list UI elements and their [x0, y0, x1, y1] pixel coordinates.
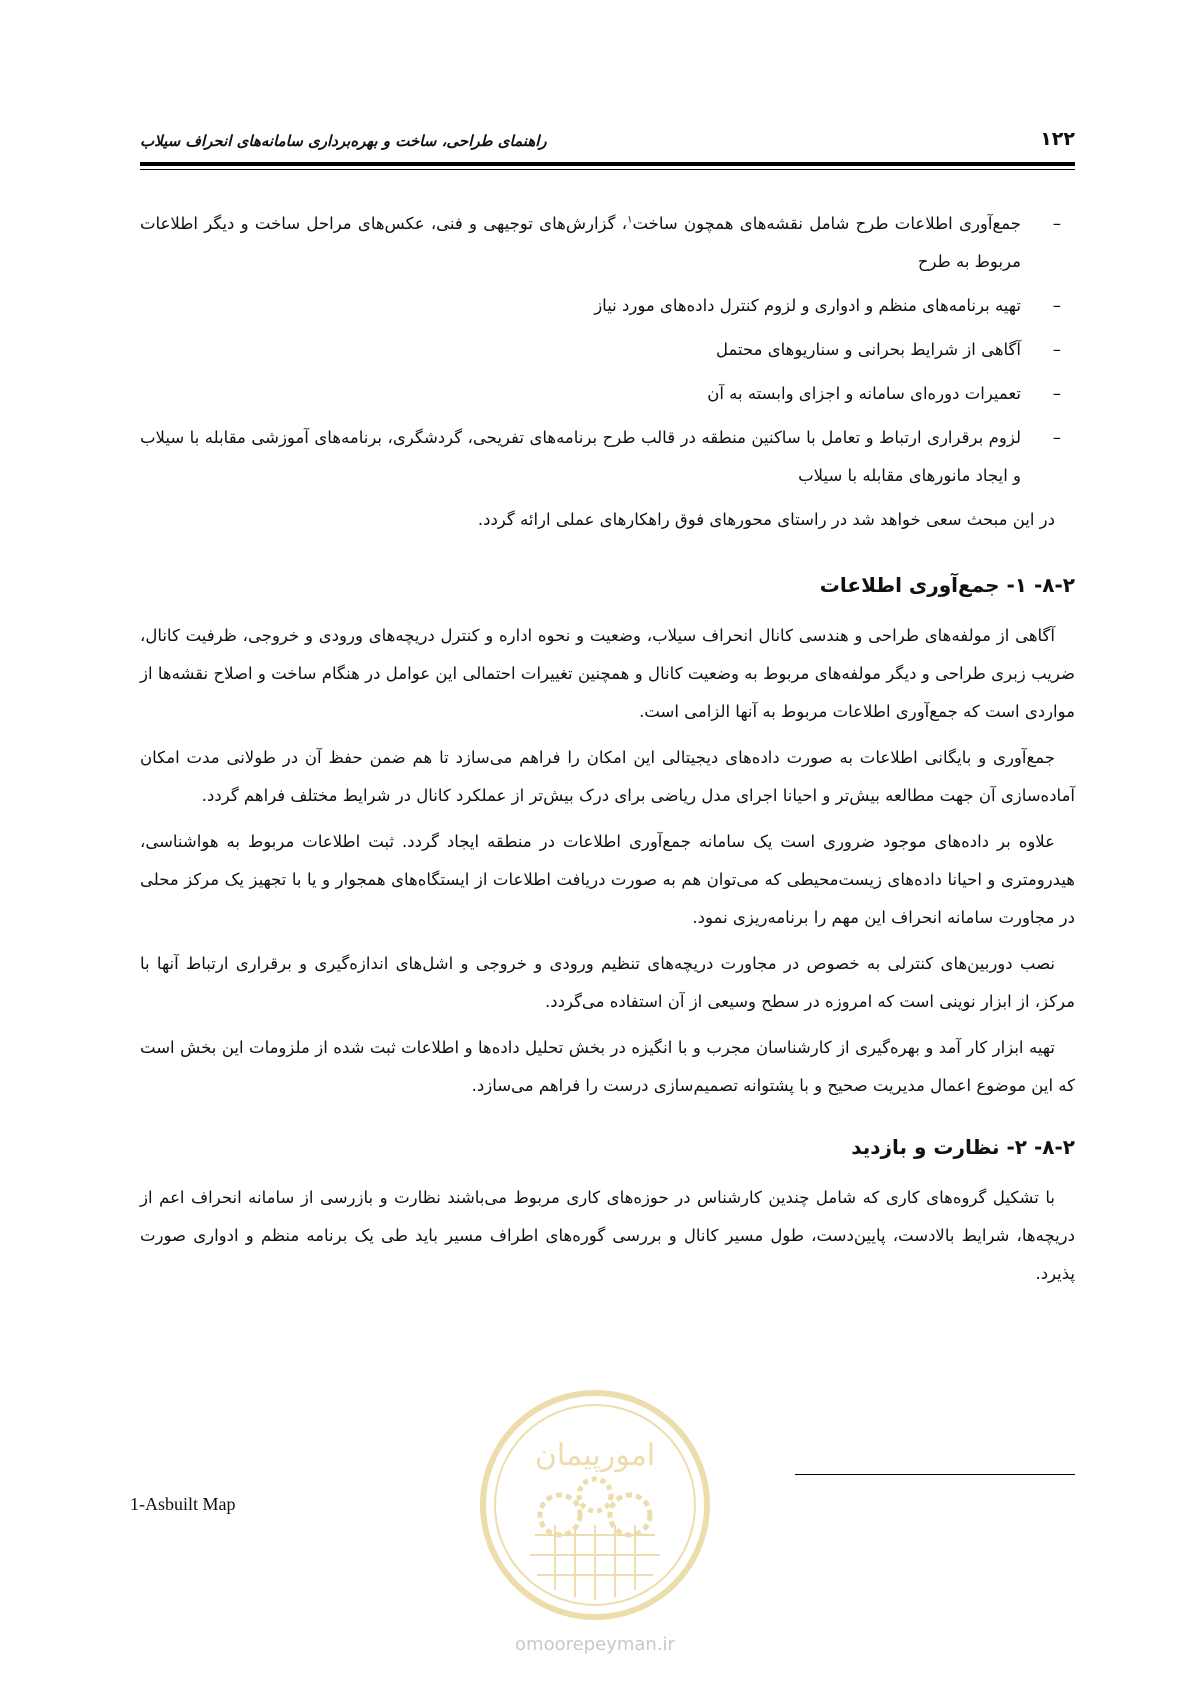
page-body	[140, 205, 1075, 1301]
paragraph: نصب دوربین‌های کنترلی به خصوص در مجاورت دریچه‌های تنظیم ورودی و خروجی و اشل‌های اندازه‌گیری و برقراری ارتباط آنها با مرکز، از ابزار نوینی است که امروزه در سطح وسیعی از آن استفاده می‌گردد.	[140, 954, 1075, 1011]
paragraph: با تشکیل گروه‌های کاری که شامل چندین کارشناس در حوزه‌های کاری مربوط می‌باشند نظارت و بازرسی از سامانه انحراف اعم از دریچه‌ها، شرایط بالادست، پایین‌دست، طول مسیر کانال و بررسی گوره‌های اطراف مسیر باید طی یک برنامه منظم و ادواری صورت پذیرد.	[140, 1188, 1075, 1283]
paragraph: تهیه ابزار کار آمد و بهره‌گیری از کارشناسان مجرب و با انگیزه در بخش تحلیل داده‌ها و اطلاعات ثبت شده از ملزومات این بخش است که این موضوع اعمال مدیریت صحیح و با پشتوانه تصمیم‌سازی درست را فراهم می‌سازد.	[140, 1038, 1075, 1095]
section-heading-data-collection: ۸-۲- ۱- جمع‌آوری اطلاعات	[819, 573, 1075, 597]
bullet-dash: –	[1052, 428, 1061, 447]
section-inspection	[140, 1127, 1075, 1293]
footnote: 1-Asbuilt Map	[130, 1494, 236, 1514]
watermark-url: omoorepeyman.ir	[515, 1634, 675, 1655]
paragraph: علاوه بر داده‌های موجود ضروری است یک سامانه جمع‌آوری اطلاعات در منطقه ایجاد گردد. ثبت اطلاعات مربوط به هواشناسی، هیدرومتری و احیانا داده‌های زیست‌محیطی که می‌توان هم به صورت دریافت اطلاعات از ایستگاه‌های همجوار و یا با تجهیز یک مرکز محلی در مجاورت سامانه انحراف این مهم را برنامه‌ریزی نمود.	[140, 832, 1075, 927]
bullet-dash: –	[1052, 340, 1061, 359]
intro-closing-paragraph: در این مبحث سعی خواهد شد در راستای محورهای فوق راهکارهای عملی ارائه گردد.	[477, 510, 1055, 529]
bullet-dash: –	[1052, 384, 1061, 403]
footnote-reference[interactable]: ۱	[627, 214, 633, 226]
bullet-dash: –	[1052, 296, 1061, 315]
bullet-text: جمع‌آوری اطلاعات طرح شامل نقشه‌های همچون ساخت	[632, 214, 1021, 233]
list-item	[140, 375, 1075, 413]
bullet-dash: –	[1052, 214, 1061, 233]
watermark-logo-text: امورپیمان	[534, 1438, 656, 1473]
bullet-text: آگاهی از شرایط بحرانی و سناریوهای محتمل	[715, 340, 1021, 359]
footnote-separator	[795, 1474, 1075, 1475]
running-title: راهنمای طراحی، ساخت و بهره‌برداری سامانه‌های انحراف سیلاب	[140, 132, 547, 150]
header-rule-thin	[140, 169, 1075, 170]
list-item	[140, 331, 1075, 369]
bullet-text-continued: ، گزارش‌های توجیهی و فنی، عکس‌های مراحل ساخت و دیگر اطلاعات مربوط به طرح	[140, 214, 1021, 271]
page-number: ۱۲۲	[1040, 128, 1075, 150]
bullet-text: لزوم برقراری ارتباط و تعامل با ساکنین منطقه در قالب طرح برنامه‌های تفریحی، گردشگری، برنامه‌های آموزشی مقابله با سیلاب و ایجاد مانورهای مقابله با سیلاب	[140, 428, 1021, 485]
list-item	[140, 419, 1075, 495]
watermark-logo-icon	[475, 1385, 715, 1625]
list-item	[140, 287, 1075, 325]
bullet-text: تعمیرات دوره‌ای سامانه و اجزای وابسته به آن	[707, 384, 1021, 403]
paragraph: آگاهی از مولفه‌های طراحی و هندسی کانال انحراف سیلاب، وضعیت و نحوه اداره و کنترل دریچه‌های ورودی و خروجی، ظرفیت کانال، ضریب زبری طراحی و دیگر مولفه‌های مربوط به وضعیت کانال و همچنین تغییرات احتمالی این عوامل در هنگام ساخت و اصلاح نقشه‌ها از مواردی است که جمع‌آوری اطلاعات مربوط به آنها الزامی است.	[140, 626, 1075, 721]
bullet-list	[140, 205, 1075, 495]
paragraph: جمع‌آوری و بایگانی اطلاعات به صورت داده‌های دیجیتالی این امکان را فراهم می‌سازد تا هم ضمن حفظ آن در طولانی مدت امکان آماده‌سازی آن جهت مطالعه بیش‌تر و احیانا اجرای مدل ریاضی برای درک بیش‌تر از عملکرد کانال در شرایط مختلف فراهم گردد.	[140, 748, 1075, 805]
bullet-text: تهیه برنامه‌های منظم و ادواری و لزوم کنترل داده‌های مورد نیاز	[594, 296, 1021, 315]
page-header	[140, 118, 1075, 158]
list-item	[140, 205, 1075, 281]
header-rule	[140, 162, 1075, 166]
section-heading-inspection: ۸-۲- ۲- نظارت و بازدید	[851, 1135, 1075, 1159]
